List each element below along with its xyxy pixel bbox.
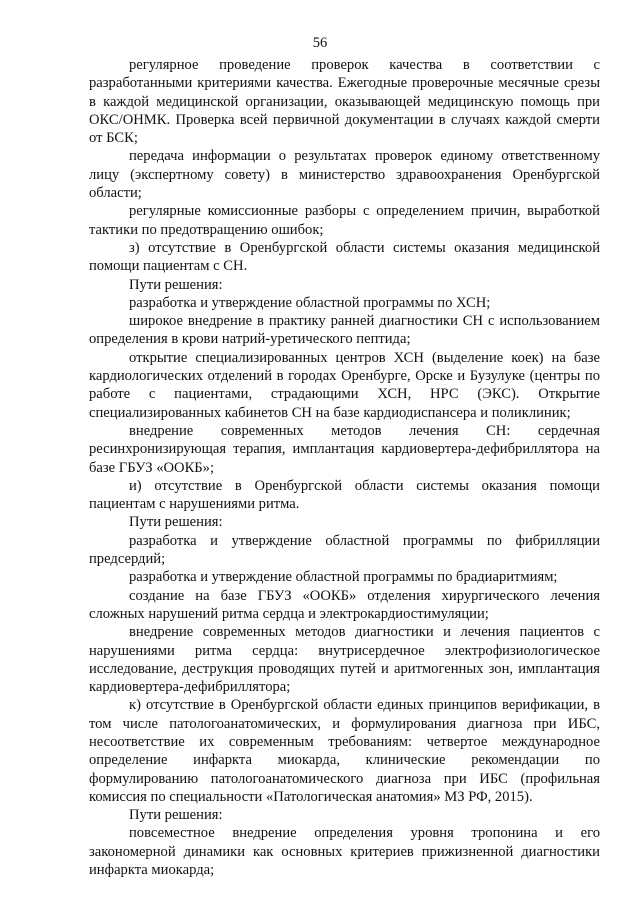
paragraph-solutions-heading-3: Пути решения: [129,807,223,824]
page-number: 56 [312,35,328,51]
paragraph-surgical-department: создание на базе ГБУЗ «ООКБ» отделения хирургического лечения сложных нарушений ритма сердца и электрокардиостимуляции; [89,587,600,622]
paragraph-solutions-heading-2: Пути решения: [129,514,223,531]
paragraph-solutions-heading-1: Пути решения: [129,276,223,293]
paragraph-item-i: и) отсутствие в Оренбургской области системы оказания помощи пациентам с нарушениями ритма. [89,477,600,513]
paragraph-bradyarrhythmia-program: разработка и утверждение областной программы по брадиаритмиям; [129,569,558,586]
paragraph-modern-diagnostics: внедрение современных методов диагностики и лечения пациентов с нарушениями ритма сердца: внутрисердечное электрофизиологическое исследование, деструкция проводящих путей и аритмогенных зон, имплантация кардиовертера-дефибриллятора; [89,624,600,696]
paragraph-quality-checks: регулярное проведение проверок качества в соответствии с разработанными критериями качества. Ежегодные проверочные месячные срезы в каждой медицинской организации, оказывающей медицинскую помощь при ОКС/ОНМК. Проверка всей первичной документации в случаях каждой смерти от БСК; [89,57,600,147]
paragraph-troponin: повсеместное внедрение определения уровня тропонина и его закономерной динамики как основных критериев прижизненной диагностики инфаркта миокарда; [89,825,600,879]
paragraph-item-z: з) отсутствие в Оренбургской области системы оказания медицинской помощи пациентам с СН. [89,239,600,275]
document-body [89,56,600,879]
paragraph-item-k: к) отсутствие в Оренбургской области единых принципов верификации, в том числе патологоанатомических, и формулирования диагноза при ИБС, несоответствие их современным требованиям: четвертое международное определение инфаркта миокарда, клинические рекомендации по формулированию патологоанатомического диагноза при ИБС (профильная комиссия по специальности «Патологическая анатомия» МЗ РФ, 2015). [89,697,600,805]
paragraph-early-diagnostics: широкое внедрение в практику ранней диагностики СН с использованием определения в крови натрий-уретического пептида; [89,313,600,348]
paragraph-hsn-program: разработка и утверждение областной программы по ХСН; [129,294,491,311]
paragraph-hsn-centers: открытие специализированных центров ХСН (выделение коек) на базе кардиологических отделений в городах Оренбурге, Орске и Бузулуке (центры по работе с пациентами, страдающими ХСН, НРС (ЭКС). Открытие специализированных кабинетов СН на базе кардиодиспансера и поликлиник; [89,349,600,421]
paragraph-commission-reviews: регулярные комиссионные разборы с определением причин, выработкой тактики по предотвращению ошибок; [89,203,600,238]
paragraph-info-transfer: передача информации о результатах проверок единому ответственному лицу (экспертному совету) в министерство здравоохранения Оренбургской области; [89,148,600,202]
paragraph-af-program: разработка и утверждение областной программы по фибрилляции предсердий; [89,532,600,568]
paragraph-modern-treatment-sn: внедрение современных методов лечения СН: сердечная ресинхронизирующая терапия, имплантация кардиовертера-дефибриллятора на базе ГБУЗ «ООКБ»; [89,422,600,476]
